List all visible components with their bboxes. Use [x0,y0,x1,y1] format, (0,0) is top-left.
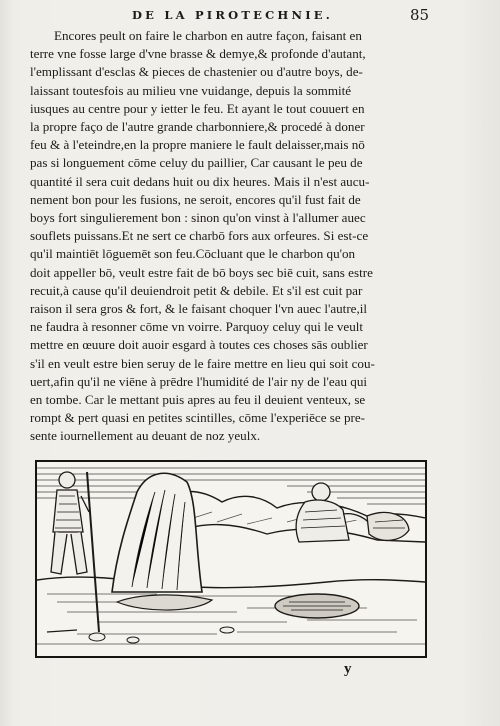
text-line: souflets puissans.Et ne sert ce charbō fors aux orfeures. Si est-ce [30,228,369,244]
text-line: raison il sera gros & fort, & le faisant choquer l'vn auec l'autre,il [30,301,368,317]
text-line: quantité il sera cuit dedans huit ou dix heures. Mais il n'est aucu- [30,173,370,189]
charcoal-mound [112,473,212,610]
text-line: iusques au centre pour y ietter le feu. Et ayant le tout couuert en [30,100,365,116]
woodcut-illustration [35,460,427,658]
text-line: recuit,à cause qu'il deuiendroit petit & debile. Et s'il est cuit par [30,282,363,298]
charcoal-pit [275,594,359,618]
text-line: l'emplissant d'esclas & pieces de chastenier ou d'autre boys, de- [30,64,363,80]
running-title: DE LA PIROTECHNIE. [132,8,333,22]
page-number: 85 [410,6,430,24]
text-line: s'il en veult estre bien seruy de le faire mettre en lieu qui soit cou- [30,355,375,371]
text-line: ne faudra à resonner cōme vn voirre. Parquoy celuy qui le veult [30,319,364,335]
text-line: sente iournellement au deuant de noz yeulx. [30,428,261,444]
text-line: feu & à l'eteindre,en la propre maniere le fault delaisser,mais nō [30,137,365,153]
text-line: doit appeller bō, veult estre fait de bō boys sec biē cuit, sans estre [30,264,373,280]
text-line: rompt & pert quasi en petites scintilles, cōme l'experiēce se pre- [30,410,366,426]
body-paragraph [30,27,430,446]
text-line: boys fort singulierement bon : sinon qu'on vinst à l'allumer auec [30,210,366,226]
text-line: la propre faço de l'autre grande charbonniere,& procedé à doner [30,119,365,135]
text-line: mettre en œuure doit auoir esgard à toutes ces choses sās oublier [30,337,368,353]
text-line: terre vne fosse large d'vne brasse & demye,& profonde d'autant, [30,46,366,62]
text-line: en tombe. Car le mettant puis apres au feu il deuient venteux, se [30,392,366,408]
text-line: qu'il maintiēt lōguemēt son feu.Cōcluant que le charbon qu'on [30,246,356,262]
text-line: nement bon pour les fusions, ne seroit, encores qu'il fust fait de [30,191,361,207]
signature-mark: y [344,661,352,677]
text-line: laissant toutesfois au milieu vne vuidange, depuis la sommité [30,82,352,98]
text-line: uert,afin qu'il ne viēne à prēdre l'humidité de l'air ny de l'eau qui [30,373,368,389]
standing-figure [47,472,99,632]
text-line: Encores peult on faire le charbon en autre façon, faisant en [54,28,362,43]
ground-stones [89,627,234,643]
text-line: pas si longuement cōme celuy du paillier, Car causant le peu de [30,155,363,171]
